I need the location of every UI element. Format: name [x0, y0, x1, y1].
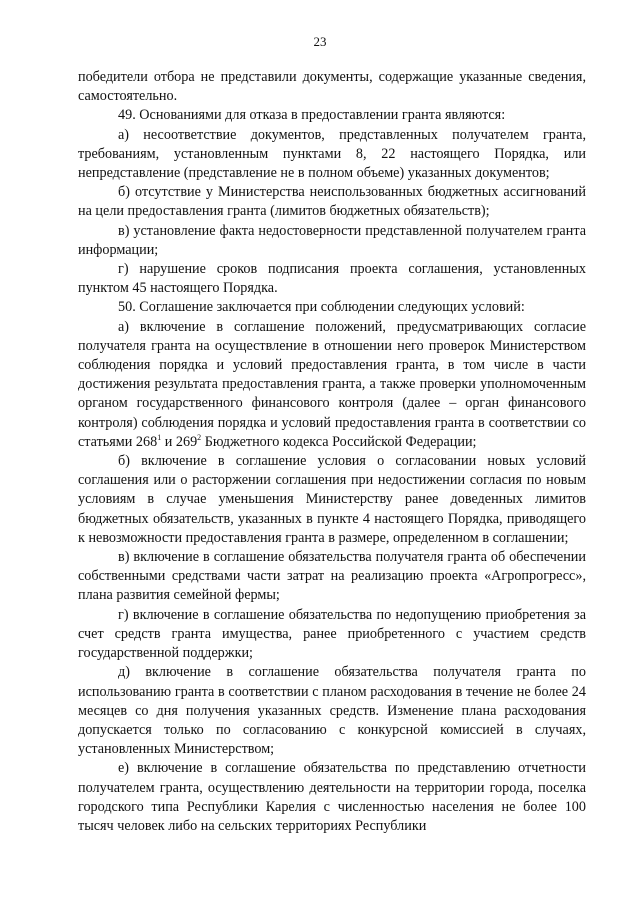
paragraph-49-a: а) несоответствие документов, представленных получателем гранта, требованиям, установленным пунктами 8, 22 настоящего Порядка, или непредставление (представление не в полном объеме) указанных документов; — [78, 126, 586, 182]
paragraph-50-a-end: Бюджетного кодекса Российской Федерации; — [201, 433, 477, 450]
paragraph-50: 50. Соглашение заключается при соблюдении следующих условий: — [118, 299, 525, 316]
paragraph-50-a — [78, 318, 586, 452]
document-body — [78, 68, 586, 836]
paragraph-continuation: победители отбора не представили документы, содержащие указанные сведения, самостоятельно. — [78, 69, 586, 105]
page-number: 23 — [313, 34, 327, 49]
superscript-1: 1 — [157, 432, 162, 442]
paragraph-50-e: е) включение в соглашение обязательства по представлению отчетности получателем гранта, осуществлению деятельности на территории города, поселка городского типа Республики Карелия с численностью населения не более 100 тысяч человек либо на сельских территориях Республики — [78, 760, 586, 834]
paragraph-50-a-and: и 269 — [161, 433, 198, 450]
paragraph-50-d: д) включение в соглашение обязательства получателя гранта по использованию гранта в соответствии с планом расходования в течение не более 24 месяцев со дня получения указанных средств. Изменение плана расходования допускается только по согласованию с конкурсной комиссией в случаях, установленных Министерством; — [78, 664, 586, 758]
paragraph-49-b: б) отсутствие у Министерства неиспользованных бюджетных ассигнований на цели предоставления гранта (лимитов бюджетных обязательств); — [78, 184, 586, 220]
paragraph-50-g: г) включение в соглашение обязательства по недопущению приобретения за счет средств гранта имущества, ранее приобретенного с участием средств государственной поддержки; — [78, 606, 586, 662]
paragraph-49-v: в) установление факта недостоверности представленной получателем гранта информации; — [78, 222, 586, 258]
superscript-2: 2 — [197, 432, 202, 442]
paragraph-49: 49. Основаниями для отказа в предоставлении гранта являются: — [118, 107, 506, 124]
paragraph-50-a-text: а) включение в соглашение положений, предусматривающих согласие получателя гранта на осуществление в отношении него проверок Министерством соблюдения порядка и условий предоставления гранта, в том числе в части достижения результата предоставления гранта, а также проверки уполномоченным органом государственного финансового контроля (далее – орган финансового контроля) соблюдения порядка и условий предоставления гранта в соответствии со статьями 268 — [78, 318, 586, 450]
paragraph-49-g: г) нарушение сроков подписания проекта соглашения, установленных пунктом 45 настоящего Порядка. — [78, 261, 586, 297]
paragraph-50-b: б) включение в соглашение условия о согласовании новых условий соглашения или о расторжении соглашения при недостижении согласия по новым условиям в случае уменьшения Министерству ранее доведенных лимитов бюджетных обязательств, указанных в пункте 4 настоящего Порядка, приводящего к невозможности предоставления гранта в размере, определенном в соглашении; — [78, 453, 586, 546]
paragraph-50-v: в) включение в соглашение обязательства получателя гранта об обеспечении собственными средствами части затрат на реализацию проекта «Агропрогресс», плана развития семейной фермы; — [78, 549, 586, 604]
